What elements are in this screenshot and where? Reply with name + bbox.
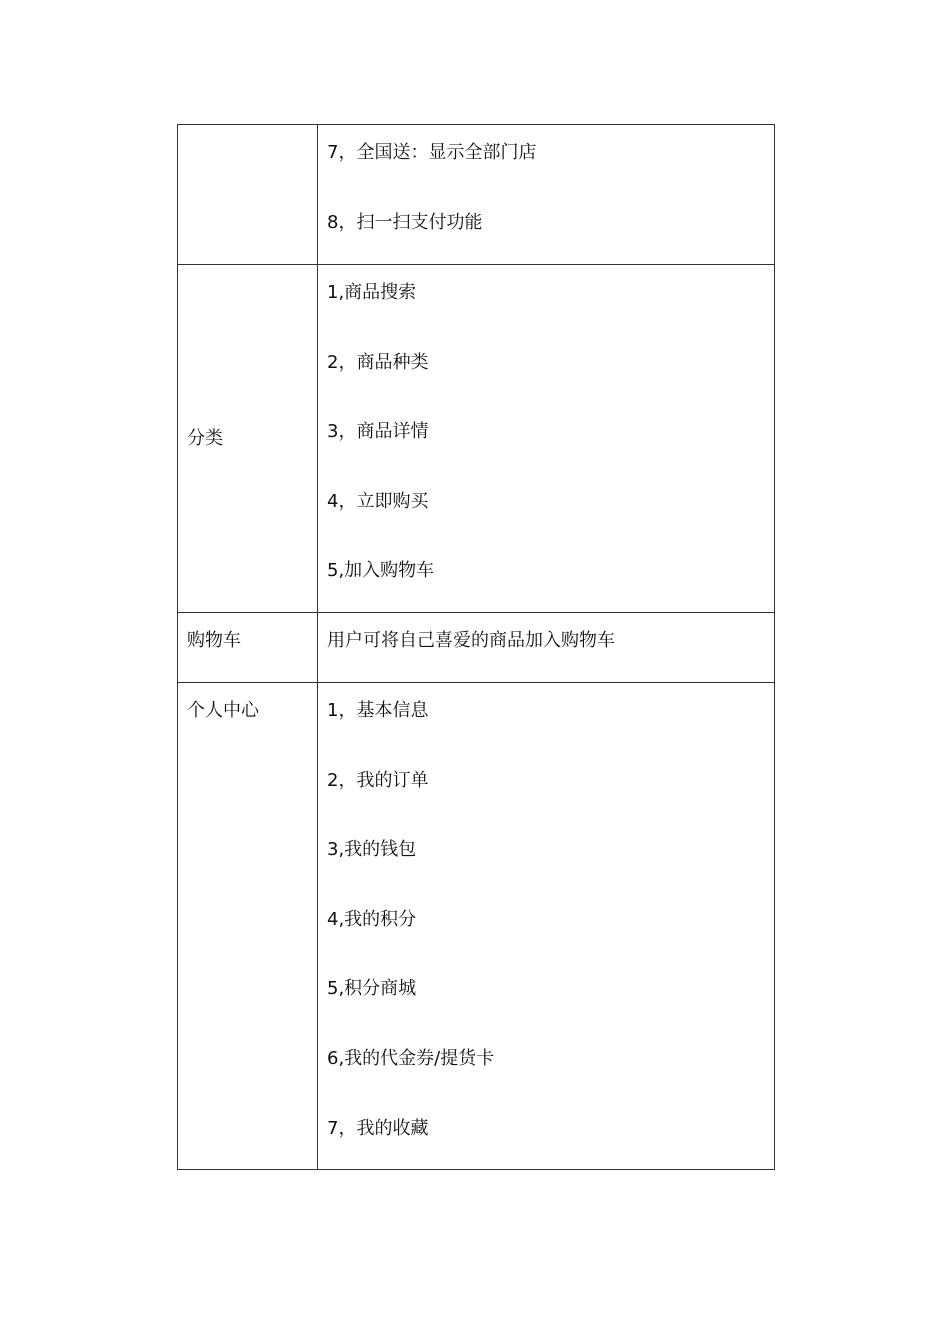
description-cell	[318, 265, 775, 613]
feature-table	[177, 124, 775, 1170]
list-item: 6,我的代金券/提货卡	[327, 1047, 495, 1069]
list-item: 1,商品搜索	[327, 282, 417, 303]
category-label: 购物车	[187, 630, 241, 651]
list-item: 4,我的积分	[327, 908, 417, 930]
list-item: 3,我的钱包	[327, 839, 417, 861]
list-item: 用户可将自己喜爱的商品加入购物车	[327, 630, 615, 651]
list-item: 8，扫一扫支付功能	[327, 211, 483, 233]
category-label: 分类	[187, 427, 223, 449]
list-item: 4，立即购买	[327, 490, 429, 512]
list-item: 5,积分商城	[327, 978, 417, 1000]
category-cell	[178, 683, 318, 1170]
list-item: 7，全国送：显示全部门店	[327, 142, 537, 163]
table-row	[178, 613, 775, 683]
list-item: 2，我的订单	[327, 769, 429, 791]
list-item: 2，商品种类	[327, 351, 429, 373]
table-row	[178, 265, 775, 613]
category-cell	[178, 613, 318, 683]
description-cell	[318, 683, 775, 1170]
table-row	[178, 125, 775, 265]
list-item: 5,加入购物车	[327, 560, 435, 582]
list-item: 1，基本信息	[327, 700, 429, 721]
category-cell	[178, 125, 318, 265]
list-item: 3，商品详情	[327, 421, 429, 443]
category-cell	[178, 265, 318, 613]
table-row	[178, 683, 775, 1170]
list-item: 7，我的收藏	[327, 1117, 429, 1139]
description-cell	[318, 613, 775, 683]
category-label: 个人中心	[187, 700, 259, 721]
description-cell	[318, 125, 775, 265]
category-label	[178, 125, 317, 145]
